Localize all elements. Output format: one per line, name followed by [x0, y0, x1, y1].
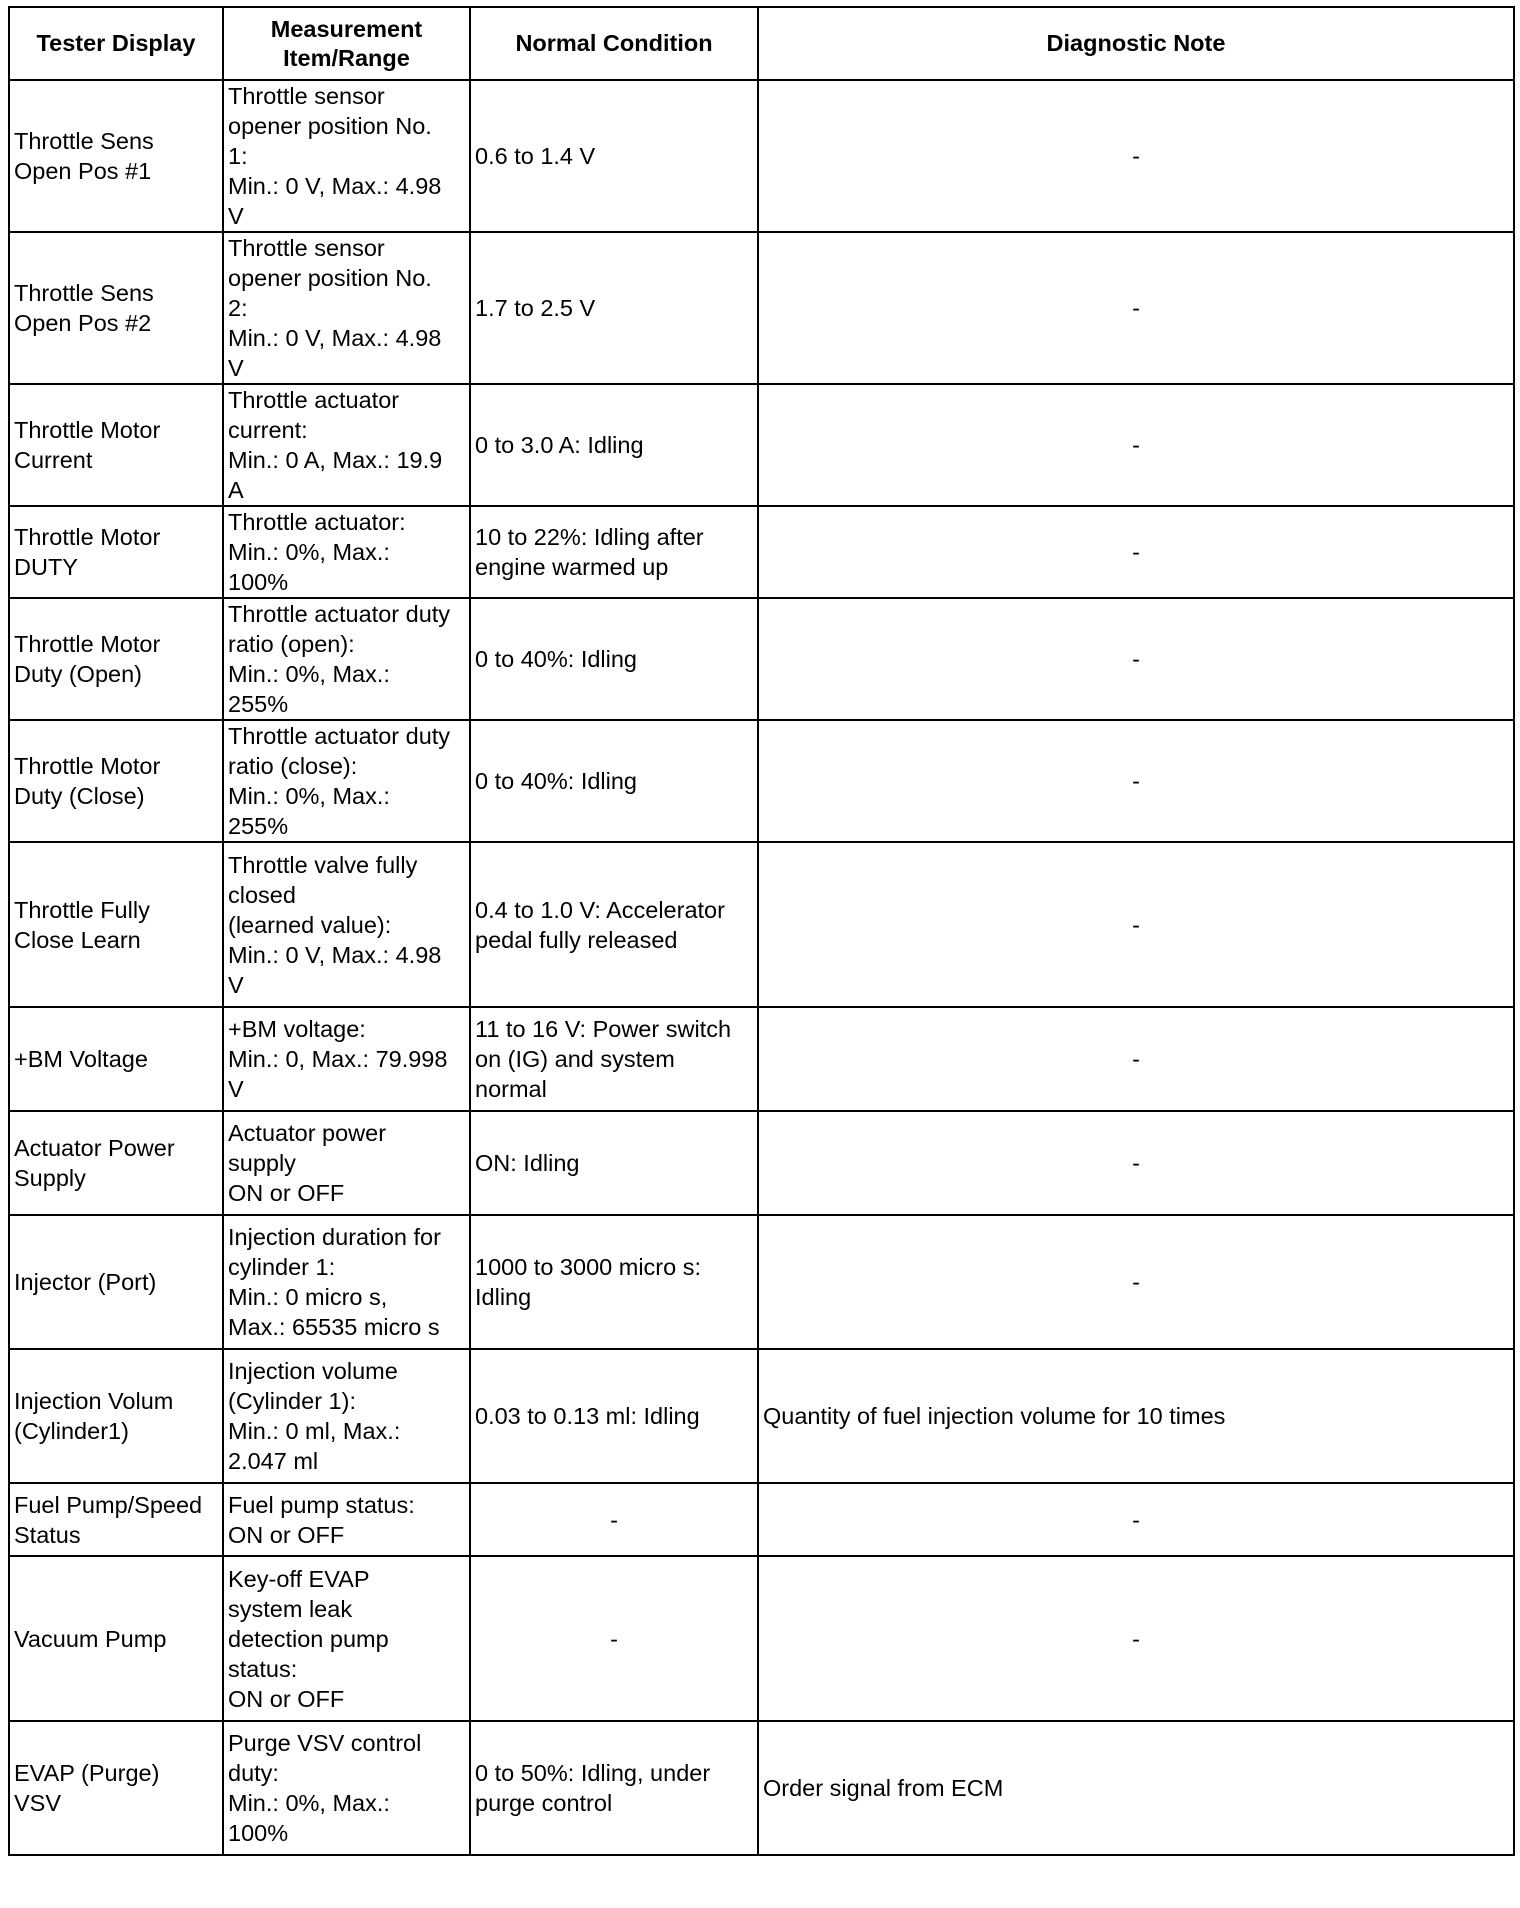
- cell-measurement: Actuator power supply ON or OFF: [223, 1111, 470, 1215]
- table-row: [9, 506, 1514, 598]
- cell-tester-display: Fuel Pump/Speed Status: [9, 1483, 223, 1556]
- cell-normal-condition: 1000 to 3000 micro s: Idling: [470, 1215, 758, 1349]
- table-row: [9, 598, 1514, 720]
- cell-tester-display: EVAP (Purge) VSV: [9, 1721, 223, 1855]
- table-row: [9, 1111, 1514, 1215]
- cell-diagnostic-note: -: [758, 80, 1514, 232]
- cell-tester-display: Injection Volum (Cylinder1): [9, 1349, 223, 1483]
- cell-normal-condition: -: [470, 1556, 758, 1721]
- table-row: [9, 1007, 1514, 1111]
- table-row: [9, 80, 1514, 232]
- table-header: [9, 7, 1514, 80]
- cell-measurement: Throttle actuator current: Min.: 0 A, Max.: 19.9 A: [223, 384, 470, 506]
- cell-diagnostic-note: -: [758, 506, 1514, 598]
- cell-measurement: Injection duration for cylinder 1: Min.: 0 micro s, Max.: 65535 micro s: [223, 1215, 470, 1349]
- table-row: [9, 1215, 1514, 1349]
- table-row: [9, 720, 1514, 842]
- cell-tester-display: Throttle Motor Duty (Open): [9, 598, 223, 720]
- cell-tester-display: Throttle Sens Open Pos #1: [9, 80, 223, 232]
- cell-tester-display: Throttle Fully Close Learn: [9, 842, 223, 1007]
- table-row: [9, 232, 1514, 384]
- cell-tester-display: +BM Voltage: [9, 1007, 223, 1111]
- cell-normal-condition: 11 to 16 V: Power switch on (IG) and system normal: [470, 1007, 758, 1111]
- cell-diagnostic-note: -: [758, 1111, 1514, 1215]
- cell-tester-display: Throttle Motor Current: [9, 384, 223, 506]
- header-measurement-item-range: Measurement Item/Range: [223, 7, 470, 80]
- cell-diagnostic-note: -: [758, 232, 1514, 384]
- header-tester-display: Tester Display: [9, 7, 223, 80]
- cell-normal-condition: 0 to 3.0 A: Idling: [470, 384, 758, 506]
- table-row: [9, 1483, 1514, 1556]
- cell-measurement: Fuel pump status: ON or OFF: [223, 1483, 470, 1556]
- cell-tester-display: Throttle Motor DUTY: [9, 506, 223, 598]
- cell-diagnostic-note: Quantity of fuel injection volume for 10 times: [758, 1349, 1514, 1483]
- cell-tester-display: Actuator Power Supply: [9, 1111, 223, 1215]
- header-row: [9, 7, 1514, 80]
- cell-tester-display: Throttle Sens Open Pos #2: [9, 232, 223, 384]
- cell-normal-condition: 1.7 to 2.5 V: [470, 232, 758, 384]
- cell-diagnostic-note: -: [758, 720, 1514, 842]
- cell-tester-display: Vacuum Pump: [9, 1556, 223, 1721]
- table-body: [9, 80, 1514, 1855]
- table-row: [9, 1349, 1514, 1483]
- cell-normal-condition: ON: Idling: [470, 1111, 758, 1215]
- cell-normal-condition: 0.6 to 1.4 V: [470, 80, 758, 232]
- cell-diagnostic-note: -: [758, 1556, 1514, 1721]
- cell-diagnostic-note: Order signal from ECM: [758, 1721, 1514, 1855]
- table-row: [9, 1721, 1514, 1855]
- cell-measurement: Throttle actuator duty ratio (open): Min.: 0%, Max.: 255%: [223, 598, 470, 720]
- cell-measurement: Throttle actuator duty ratio (close): Min.: 0%, Max.: 255%: [223, 720, 470, 842]
- cell-tester-display: Throttle Motor Duty (Close): [9, 720, 223, 842]
- cell-normal-condition: 0.03 to 0.13 ml: Idling: [470, 1349, 758, 1483]
- cell-measurement: Key-off EVAP system leak detection pump status: ON or OFF: [223, 1556, 470, 1721]
- cell-diagnostic-note: -: [758, 384, 1514, 506]
- cell-measurement: Throttle valve fully closed (learned value): Min.: 0 V, Max.: 4.98 V: [223, 842, 470, 1007]
- data-list-table: [8, 6, 1515, 1856]
- header-diagnostic-note: Diagnostic Note: [758, 7, 1514, 80]
- cell-diagnostic-note: -: [758, 842, 1514, 1007]
- cell-normal-condition: 0.4 to 1.0 V: Accelerator pedal fully released: [470, 842, 758, 1007]
- header-normal-condition: Normal Condition: [470, 7, 758, 80]
- table-row: [9, 842, 1514, 1007]
- table-row: [9, 1556, 1514, 1721]
- cell-normal-condition: 0 to 40%: Idling: [470, 598, 758, 720]
- cell-measurement: Injection volume (Cylinder 1): Min.: 0 ml, Max.: 2.047 ml: [223, 1349, 470, 1483]
- cell-normal-condition: 0 to 40%: Idling: [470, 720, 758, 842]
- cell-diagnostic-note: -: [758, 1007, 1514, 1111]
- cell-measurement: Throttle sensor opener position No. 1: Min.: 0 V, Max.: 4.98 V: [223, 80, 470, 232]
- cell-measurement: Throttle sensor opener position No. 2: Min.: 0 V, Max.: 4.98 V: [223, 232, 470, 384]
- cell-normal-condition: 0 to 50%: Idling, under purge control: [470, 1721, 758, 1855]
- cell-tester-display: Injector (Port): [9, 1215, 223, 1349]
- table-row: [9, 384, 1514, 506]
- cell-diagnostic-note: -: [758, 1483, 1514, 1556]
- cell-diagnostic-note: -: [758, 1215, 1514, 1349]
- cell-measurement: Purge VSV control duty: Min.: 0%, Max.: 100%: [223, 1721, 470, 1855]
- cell-measurement: Throttle actuator: Min.: 0%, Max.: 100%: [223, 506, 470, 598]
- cell-normal-condition: 10 to 22%: Idling after engine warmed up: [470, 506, 758, 598]
- cell-measurement: +BM voltage: Min.: 0, Max.: 79.998 V: [223, 1007, 470, 1111]
- cell-diagnostic-note: -: [758, 598, 1514, 720]
- cell-normal-condition: -: [470, 1483, 758, 1556]
